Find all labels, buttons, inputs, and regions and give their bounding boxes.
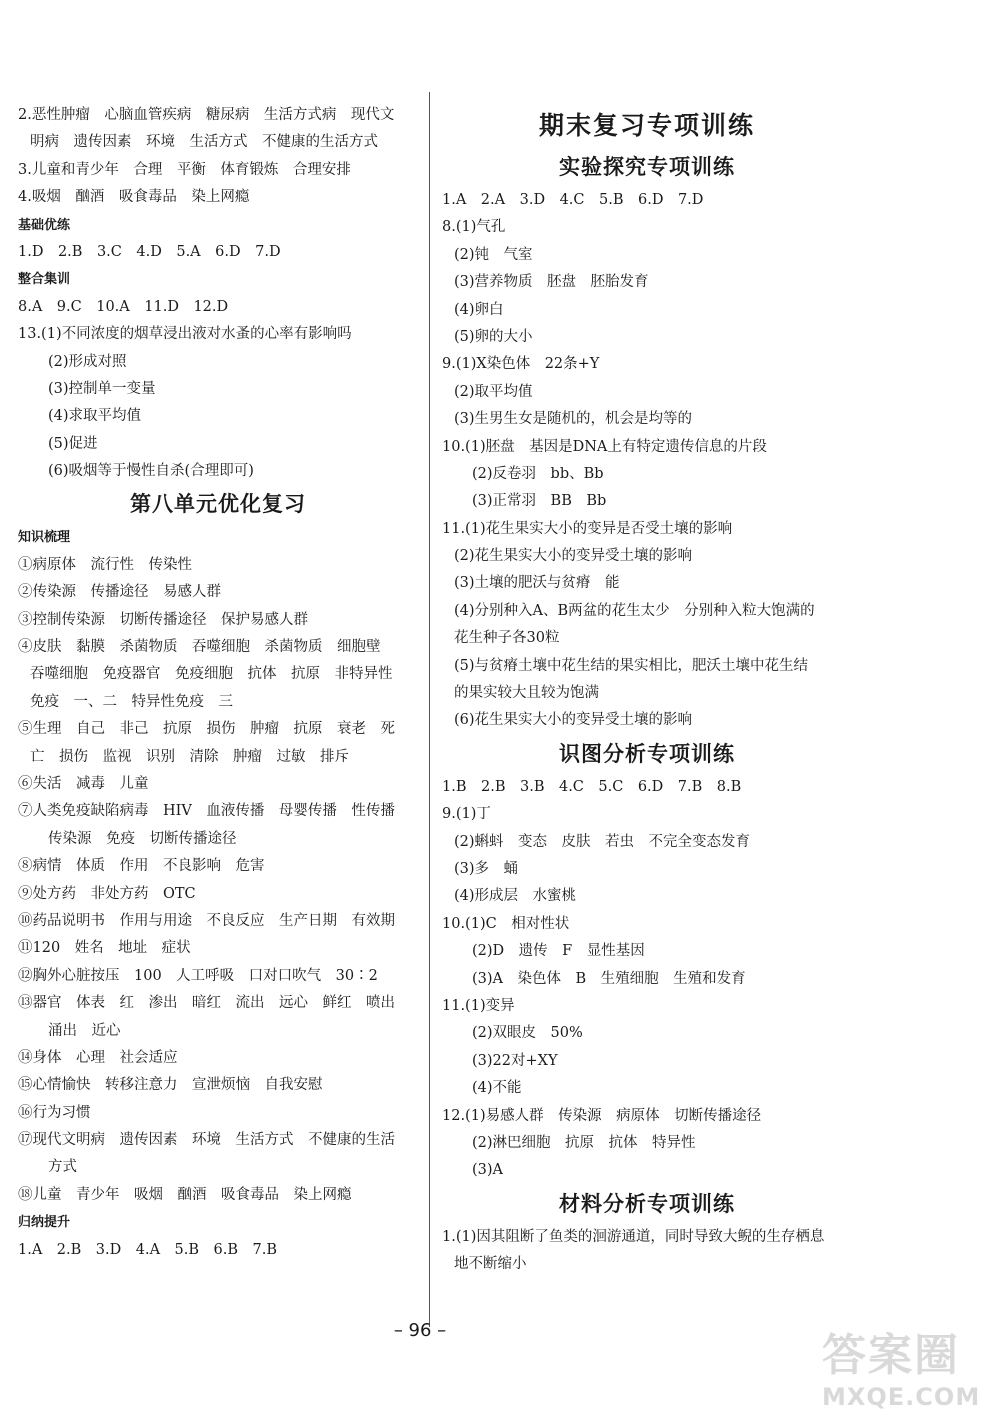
- answer-line: (2)花生果实大小的变异受土壤的影响: [454, 548, 693, 565]
- unit-title: 第八单元优化复习: [130, 492, 306, 517]
- answer-line: 传染源 免疫 切断传播途径: [48, 830, 237, 847]
- answer-line: (6)花生果实大小的变异受土壤的影响: [454, 712, 693, 729]
- answer-line: 明病 遗传因素 环境 生活方式 不健康的生活方式: [30, 134, 378, 151]
- answer-line: (4)不能: [472, 1080, 522, 1097]
- answer-line: (3)22对+XY: [472, 1052, 558, 1069]
- answer-line: (2)淋巴细胞 抗原 抗体 特异性: [472, 1134, 696, 1151]
- answer-line: (3)土壤的肥沃与贫瘠 能: [454, 575, 620, 592]
- answer-line: (5)与贫瘠土壤中花生结的果实相比，肥沃土壤中花生结: [454, 657, 809, 674]
- section-label-guina: 归纳提升: [18, 1215, 71, 1231]
- answer-line: 8.(1)气孔: [442, 219, 506, 236]
- answer-line: ⑱儿童 青少年 吸烟 酗酒 吸食毒品 染上网瘾: [18, 1186, 352, 1203]
- answer-line: 2.恶性肿瘤 心脑血管疾病 糖尿病 生活方式病 现代文: [18, 107, 395, 123]
- answer-line: ①病原体 流行性 传染性: [18, 556, 192, 573]
- answer-line: (4)卵白: [454, 301, 504, 318]
- answer-line: 4.吸烟 酗酒 吸食毒品 染上网瘾: [18, 189, 250, 206]
- answer-line: 花生种子各30粒: [454, 630, 560, 647]
- answer-line: 1.A 2.A 3.D 4.C 5.B 6.D 7.D: [442, 192, 704, 208]
- answer-line: 10.(1)胚盘 基因是DNA上有特定遗传信息的片段: [442, 438, 767, 455]
- section-label-zhenghe: 整合集训: [18, 272, 71, 288]
- answer-line: 地不断缩小: [454, 1256, 527, 1273]
- section-title-experiment: 实验探究专项训练: [559, 155, 735, 179]
- page-number: – 96 –: [393, 1320, 447, 1341]
- answer-line: (5)卵的大小: [454, 328, 533, 345]
- answer-line: ⑩药品说明书 作用与用途 不良反应 生产日期 有效期: [18, 912, 395, 929]
- answer-line: 3.儿童和青少年 合理 平衡 体育锻炼 合理安排: [18, 161, 351, 178]
- answer-line: (2)蝌蚪 变态 皮肤 若虫 不完全变态发育: [454, 833, 751, 850]
- watermark-logo: [822, 1319, 982, 1411]
- answer-line: 9.(1)X染色体 22条+Y: [442, 356, 600, 373]
- answer-line: (4)分别种入A、B两盆的花生太少 分别种入粒大饱满的: [454, 602, 815, 619]
- answer-line: 11.(1)变异: [442, 997, 515, 1014]
- answer-line: ⑯行为习惯: [18, 1104, 91, 1121]
- section-title-material: 材料分析专项训练: [559, 1191, 735, 1216]
- answer-line: 12.(1)易感人群 传染源 病原体 切断传播途径: [442, 1107, 762, 1124]
- watermark-logo-text: 答案圈: [822, 1330, 960, 1381]
- answer-line: (2)形成对照: [48, 353, 127, 370]
- watermark-url: MXQE.COM: [822, 1383, 981, 1411]
- answer-line: 10.(1)C 相对性状: [442, 915, 570, 932]
- answer-line: 11.(1)花生果实大小的变异是否受土壤的影响: [442, 520, 733, 537]
- answer-line: (3)控制单一变量: [48, 380, 156, 397]
- answer-line: 涌出 近心: [48, 1022, 121, 1039]
- answer-line: 免疫 一、二 特异性免疫 三: [30, 693, 233, 710]
- answer-line: (5)促进: [48, 435, 98, 452]
- answer-line: 1.(1)因其阻断了鱼类的洄游通道，同时导致大鲵的生存栖息: [442, 1228, 825, 1245]
- answer-line: 的果实较大且较为饱满: [454, 685, 599, 702]
- answer-line: ⑨处方药 非处方药 OTC: [18, 885, 196, 902]
- answer-line: (4)形成层 水蜜桃: [454, 888, 577, 905]
- answer-line: (2)双眼皮 50%: [472, 1025, 583, 1042]
- section-label-zhishi: 知识梳理: [18, 530, 71, 546]
- answer-line: 方式: [48, 1159, 77, 1176]
- section-label-jichu: 基础优练: [18, 217, 71, 233]
- answer-line: 1.A 2.B 3.D 4.A 5.B 6.B 7.B: [18, 1241, 278, 1258]
- answer-line: 13.(1)不同浓度的烟草浸出液对水蚤的心率有影响吗: [18, 326, 352, 343]
- answer-line: (6)吸烟等于慢性自杀(合理即可): [48, 463, 254, 480]
- main-title: 期末复习专项训练: [538, 111, 755, 140]
- answer-line: 8.A 9.C 10.A 11.D 12.D: [18, 298, 229, 315]
- answer-line: ⑮心情愉快 转移注意力 宣泄烦恼 自我安慰: [18, 1077, 323, 1094]
- answer-line: ⑬器官 体表 红 渗出 暗红 流出 远心 鲜红 喷出: [18, 995, 395, 1012]
- answer-line: ⑥失活 减毒 儿童: [18, 775, 149, 792]
- answer-line: (3)A: [472, 1162, 504, 1179]
- answer-line: (3)正常羽 BB Bb: [472, 493, 607, 510]
- right-column: [442, 104, 852, 1278]
- answer-line: (2)取平均值: [454, 383, 533, 400]
- answer-line: 1.D 2.B 3.C 4.D 5.A 6.D 7.D: [18, 243, 281, 260]
- answer-line: ⑭身体 心理 社会适应: [18, 1049, 178, 1066]
- answer-line: 吞噬细胞 免疫器官 免疫细胞 抗体 抗原 非特异性: [30, 666, 393, 683]
- answer-line: 亡 损伤 监视 识别 清除 肿瘤 过敏 排斥: [30, 748, 349, 765]
- answer-line: ⑰现代文明病 遗传因素 环境 生活方式 不健康的生活: [18, 1132, 395, 1149]
- answer-line: ⑧病情 体质 作用 不良影响 危害: [18, 858, 265, 875]
- answer-line: (4)求取平均值: [48, 408, 142, 425]
- answer-line: (2)钝 气室: [454, 246, 533, 263]
- answer-line: ⑫胸外心脏按压 100 人工呼吸 口对口吹气 30∶2: [18, 967, 378, 984]
- answer-line: (3)生男生女是随机的，机会是均等的: [454, 411, 693, 428]
- answer-line: (2)D 遗传 F 显性基因: [472, 943, 645, 960]
- answer-line: ③控制传染源 切断传播途径 保护易感人群: [18, 611, 308, 628]
- answer-line: (3)营养物质 胚盘 胚胎发育: [454, 274, 649, 291]
- answer-line: ④皮肤 黏膜 杀菌物质 吞噬细胞 杀菌物质 细胞壁: [18, 639, 381, 656]
- answer-line: ⑦人类免疫缺陷病毒 HIV 血液传播 母婴传播 性传播: [18, 803, 395, 820]
- answer-line: ②传染源 传播途径 易感人群: [18, 584, 221, 601]
- answer-line: 9.(1)丁: [442, 806, 491, 823]
- answer-line: ⑤生理 自己 非己 抗原 损伤 肿瘤 抗原 衰老 死: [18, 721, 395, 738]
- left-column: [18, 102, 418, 1264]
- column-divider: [429, 92, 430, 1327]
- answer-line: (3)A 染色体 B 生殖细胞 生殖和发育: [472, 970, 746, 987]
- answer-line: ⑪120 姓名 地址 症状: [18, 940, 191, 957]
- section-title-diagram: 识图分析专项训练: [559, 741, 735, 766]
- answer-line: (3)多 蛹: [454, 860, 519, 877]
- answer-line: 1.B 2.B 3.B 4.C 5.C 6.D 7.B 8.B: [442, 778, 742, 795]
- answer-line: (2)反卷羽 bb、Bb: [472, 465, 604, 482]
